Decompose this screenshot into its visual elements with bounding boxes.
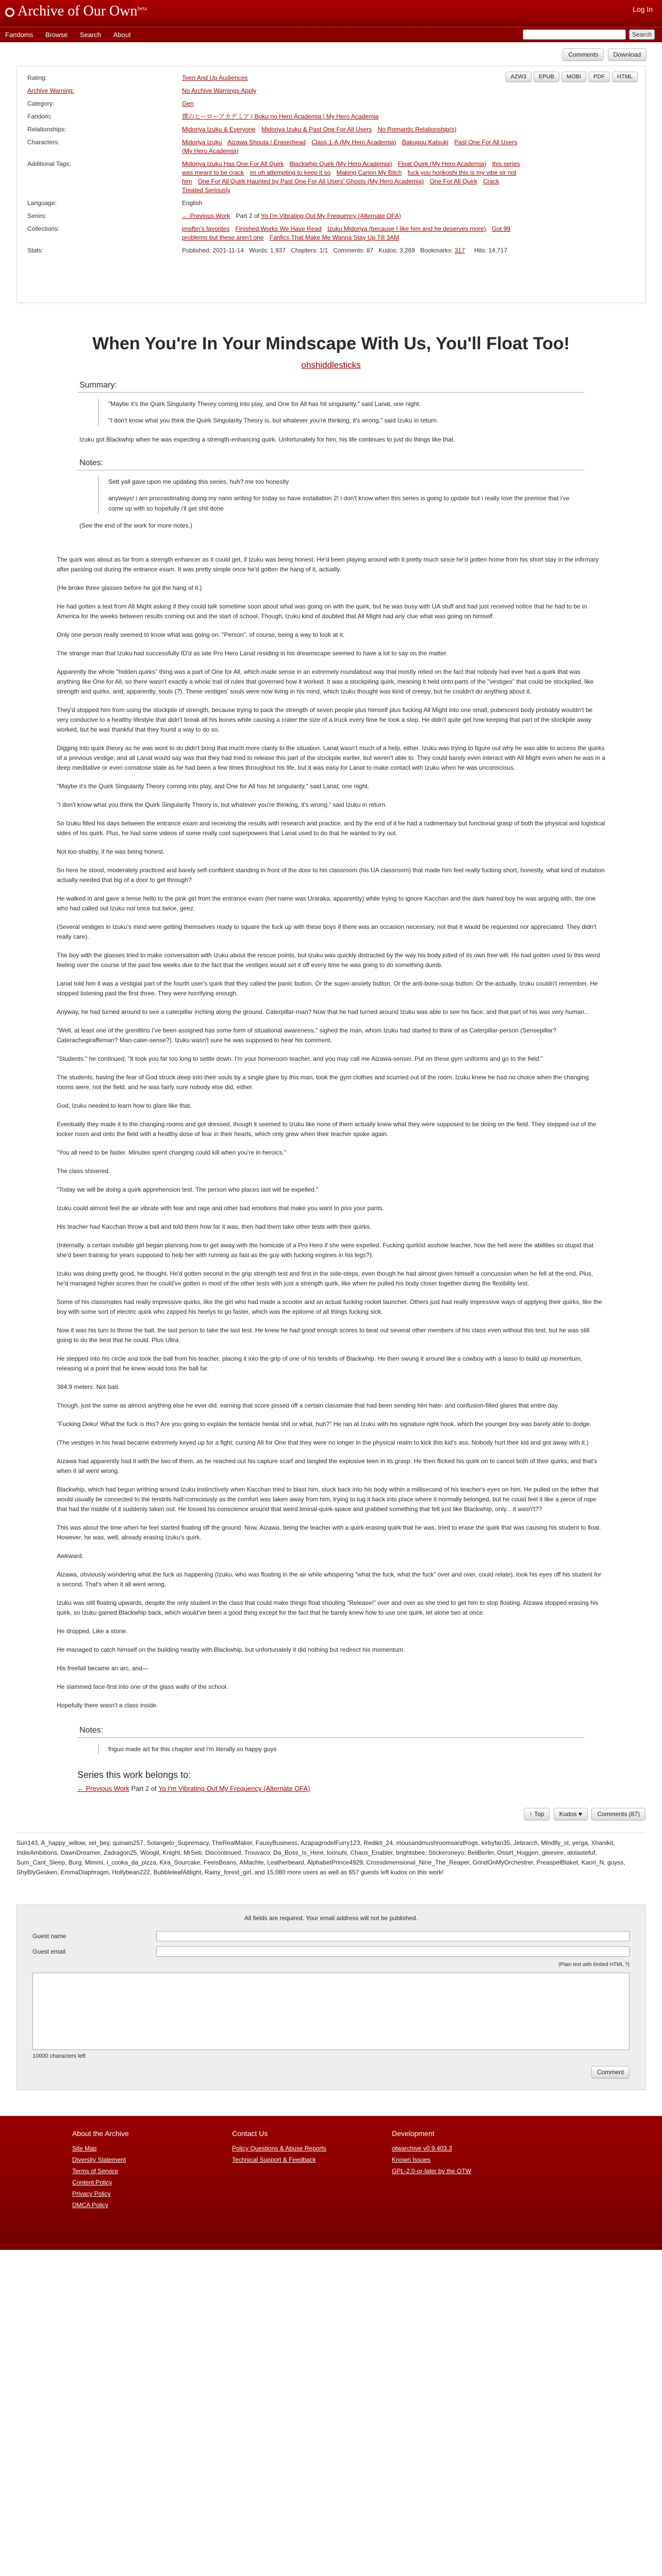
beta-badge: beta (137, 5, 147, 12)
chapter-paragraph: He dropped. Like a stone. (57, 1628, 128, 1635)
chapter-paragraph: Digging into quirk theory as he was wont to do didn't bring that much more clarity to the situation. Lanat wasn't much of a help, either. Izuku was trying to figure out why he was able to access the quirks of a previous vestige, and all Lanat would say was that they had tried to release this part of the stockpile earlier, but weren't able to. They could barely even interact with All Might even when he was in a deep meditative or even comatose state as he had been a few times throughout his life, but it was easy for Lanat to make contact with Izuku when he was unconscious. (57, 744, 606, 771)
work-preface (77, 334, 585, 529)
feedback-actions (0, 1792, 662, 1820)
freeform-tag[interactable]: fuck you horikoshi this is my vibe sir not him (182, 169, 517, 185)
notes-module (77, 459, 585, 529)
series-part-text: Part 2 of (131, 1785, 157, 1792)
chapter-paragraph: He had gotten a text from All Might asking if they could talk sometime soon about what was going on with the quirk, but he was busy with UA stuff and had just received notice that he had to be in America for the weeks between results coming out and the start of school. Though, Izuku kind of doubted that All Might had any clue what was going on himself. (57, 603, 587, 620)
chapter-paragraph: Some of his classmates had really impressive quirks, like the girl who had made a scooter and an actual fucking rocket launcher. Others just had really impressive ways of applying their quirks, like the boy with some sort of electric quirk who zapped his heelys to go faster, which was the epitome of all things fucking sick. (57, 1298, 602, 1315)
chapter-paragraph: The boy with the glasses tried to make conversation with Izuku about the rescue points, but Izuku was quickly distracted by the way his body jolted of its own free will. He had gotten used to this weird feeling over the course of the past few weeks due to the fact that the vestiges would set it off every time he was going to do something dumb. (57, 952, 600, 969)
chapter-paragraph: Lanat told him it was a vestigial part of the fourth user's quirk that they called the panic button. Or the super-anxiety button. Or the anti-bone-soup button. Or the-actually, Izuku couldn't remember. He stopped listening past the first three. They were horrifying enough. (57, 980, 598, 997)
footer-link[interactable]: DMCA Policy (72, 2201, 109, 2209)
kudos-value: 3,269 (399, 247, 415, 254)
collections-row (27, 225, 635, 242)
footer-link[interactable]: otwarchive v0.9.403.3 (392, 2145, 452, 2152)
end-notes-module (77, 1726, 585, 1754)
nav-about[interactable]: About (113, 31, 131, 39)
chapter-paragraph: This was about the time when he feel started floating off the ground. Now, Aizawa, being the teacher with a quirk-erasing quirk that he was, tried to erase the quirk that was causing his student to float. However, he was, well, already erasing Izuku's quirk. (57, 1524, 601, 1541)
rating-tag[interactable]: Teen And Up Audiences (182, 74, 248, 81)
chapter-paragraph: Apparently the whole "hidden quirks" thing was a part of One for All, which made sense in an extremely roundabout way that mostly relied on the fact that nobody had ever had a quirk that was anything like One for All, so there wasn't exactly a whole trail of rules that governed how it worked. It was a stockpiling quirk, meaning it held onto parts of the "vestiges" that could be stockpiled, like strength and quirks, and, apparently, souls (?). These vestiges' souls were now living in his mind, which Izuku thought was kind of creepy, but he couldn't do anything about it. (57, 668, 594, 695)
character-tag[interactable]: Midoriya Izuku (182, 139, 222, 146)
chapter-paragraph: God, Izuku needed to learn how to glare like that. (57, 1102, 192, 1109)
hits-value: 14,717 (488, 247, 507, 254)
chapter-paragraph: (The vestiges in his head became extremely keyed up for a fight, cursing All for One that they were no longer in the physical realm to kick this kid's ass. Nobody hurt their kid and got away with it.) (57, 1439, 589, 1446)
chapter-paragraph: Though, just the same as almost anything else he ever did, earning that score pissed off a certain classmate that had been sending him hate- and confusion-filled glares that entire day. (57, 1402, 559, 1409)
nav-search[interactable]: Search (79, 31, 102, 39)
chapter-paragraph: Not too shabby, if he was being honest. (57, 848, 165, 855)
chapter-paragraph: He walked in and gave a tense hello to the pink girl from the entrance exam (her name was Uraraka, apparently) while trying to ignore Kacchan and the dark haired boy he was arguing with, the one who had called out Izuku not once but twice, geez. (57, 895, 596, 912)
fandom-label: Fandom: (27, 113, 52, 120)
download-mobi[interactable]: MOBI (561, 72, 586, 82)
chapter-paragraph: Now it was his turn to throw the ball, the last person to take the last test. He knew he had good enough scores to beat out several other members of his class even without this test, but he was still going to do the best that he could. Plus Ultra. (57, 1327, 590, 1344)
relationship-tag[interactable]: Midoriya Izuku & Past One For All Users (261, 126, 372, 133)
freeform-tag[interactable]: this series was meant to be crack (182, 160, 520, 176)
chapter-paragraph: (Internally, a certain invisible girl began planning how to get away with the homicide of a Pro Hero if she were expelled. Fucking quirkist asshole teacher, how the hell were the abilities so stupid that she'd been training for years supposed to help her with running as fast as the guy with fucking engines in his legs?). (57, 1242, 594, 1259)
author-link[interactable]: ohshiddlesticks (301, 360, 361, 370)
comments-toggle-button[interactable]: Comments (87) (591, 1808, 646, 1820)
freeform-tag[interactable]: Float Quirk (My Hero Academia) (398, 160, 487, 167)
summary-quote-line: "Maybe it's the Quirk Singularity Theory coming into play, and One for All has hit singularity," said Lanat, one night. (108, 400, 421, 408)
rating-label: Rating: (27, 74, 47, 81)
freeform-tag[interactable]: One For All Quirk (429, 178, 477, 185)
category-row (27, 99, 635, 108)
ao3-logo-icon (5, 8, 14, 17)
footer-link[interactable]: Content Policy (72, 2179, 112, 2186)
notes-heading: Notes: (77, 459, 585, 470)
chapter-paragraph: "Today we will be doing a quirk apprehension test. The person who places last will be expelled." (57, 1186, 319, 1193)
category-label: Category: (27, 100, 55, 107)
words-value: 1,937 (270, 247, 286, 254)
chapters-value: 1/1 (319, 247, 328, 254)
chapter-paragraph: Hopefully there wasn't a class inside. (57, 1702, 158, 1709)
footer-about-heading: About the Archive (72, 2129, 129, 2138)
series-previous-link[interactable]: ← Previous Work (182, 212, 230, 219)
language-row (27, 199, 635, 208)
comments-value: 87 (366, 247, 374, 254)
end-note-text: friguo made art for this chapter and i'm literally so happy guys (108, 1745, 277, 1753)
chapter-paragraph: Awkward. (57, 1552, 84, 1560)
download-formats (503, 72, 638, 82)
relationships-row (27, 125, 635, 134)
download-epub[interactable]: EPUB (534, 72, 559, 82)
comment-form (16, 1905, 646, 2090)
warning-label-link[interactable]: Archive Warning: (27, 87, 74, 94)
footer-development (392, 2129, 526, 2236)
chapter-paragraph: "I don't know what you think the Quirk Singularity Theory is, but whatever you're thinking, it's wrong," said Izuku in return. (57, 801, 387, 808)
freeform-tag[interactable]: One For All Quirk Haunted by Past One For All Users' Ghosts (My Hero Academia) (197, 178, 424, 185)
end-notes-quote (98, 1744, 585, 1754)
chapter-paragraph: (Several vestiges in Izuku's mind were getting themselves ready to square the fuck up with these boys if there was an occasion necessary, not that it would be requested nor appreciated. They didn't really care). (57, 923, 597, 940)
search-input[interactable] (523, 29, 626, 40)
chapter-paragraph: Blackwhip, which had begun writhing around Izuku instinctively when Kacchan tried to blast him, stuck back into his body within a millisecond of his teacher's eyes on him. He pulled on the tether that would usually be connected to the tendrils half-consciously as the comfort was taken away from him, trying to tug it back into place where it normally belonged, but he could feel it like a piece of rope that had the middle of it suddenly taken out. He tossed his conscience around that weird liminal-quirk-space and grabbed something that felt just like Blackwhip, only... it wasn't?? (57, 1486, 599, 1513)
chapter-paragraph: Eventually they made it to the changing rooms and got dressed, though it seemed to Izuku like none of them actually knew what they were supposed to be doing on the field. They stepped out of the locker room and onto the field with a healthy dose of fear in their hearts, which only grew when their teacher spoke again. (57, 1121, 597, 1138)
work-title: When You're In Your Mindscape With Us, You'll Float Too! (92, 334, 570, 353)
byline (77, 360, 585, 370)
chapter-paragraph: So here he stood, moderately practiced and barely self-confident standing in front of the door to his classroom (his UA classroom) that made him feel really fucking short, honestly, what kind of mutation actually needed that big of a door to get through? (57, 867, 605, 884)
published-label: Published: (182, 247, 211, 254)
collection-link[interactable]: jmsfbn's favorites (182, 225, 230, 232)
footer-contact (232, 2129, 366, 2236)
relationship-tag[interactable]: Midoriya Izuku & Everyone (182, 126, 256, 133)
collection-link[interactable]: Finished Works We Have Read (235, 225, 322, 232)
character-tag[interactable]: Bakugou Katsuki (402, 139, 449, 146)
collection-link[interactable]: Izuku Midoriya (because I like him and he deserves more) (327, 225, 486, 232)
note-line: anyways! i am procrastinating doing my nano writing for today so have installation 2! i don't know when this series is going to update but i really love the premise that i've come up with so hopefully i'll get shit done (108, 495, 570, 512)
freeform-tag[interactable]: Blackwhip Quirk (My Hero Academia) (289, 160, 392, 167)
language-label: Language: (27, 199, 57, 207)
relationships-label: Relationships: (27, 126, 67, 133)
footer-link[interactable]: GPL-2.0-or-later by the OTW (392, 2167, 472, 2175)
relationship-tag[interactable]: No Romantic Relationship(s) (377, 126, 457, 133)
footer-dev-heading: Development (392, 2129, 435, 2138)
stats-label: Stats: (27, 247, 43, 254)
series-module (77, 1770, 585, 1792)
chapter-paragraph: He managed to catch himself on the building nearby with Blackwhip, but unfortunately it did nothing but redirect his momentum. (57, 1646, 405, 1653)
download-azw3[interactable]: AZW3 (505, 72, 532, 82)
chapter-paragraph: Aizawa, obviously wondering what the fuck as happening (Izuku, who was floating in the air while whispering "what the fuck, what the fuck" over and over, could relate), took his eyes off his student for a second. That's when it all went wrong. (57, 1571, 602, 1588)
chapter-paragraph: He stepped into his circle and took the ball from his teacher, placing it into the grip of one of his tendrils of Blackwhip. He then swung it around like a cowboy with a lasso to build up momentum, releasing at a point that he knew would toss the ball far. (57, 1355, 583, 1372)
words-label: Words: (249, 247, 269, 254)
category-tag[interactable]: Gen (182, 100, 194, 107)
character-tag[interactable]: Aizawa Shouta | Eraserhead (227, 139, 306, 146)
site-footer (0, 2116, 662, 2250)
endnote-reference[interactable]: (See the end of the work for more notes.) (79, 522, 192, 529)
hits-label: Hits: (474, 247, 487, 254)
freeform-tag[interactable]: im oh attempting to keep it so (250, 169, 331, 176)
work-meta (16, 66, 646, 303)
collection-link[interactable]: Got 99 problems but these aren't one (182, 225, 510, 241)
series-heading: Series this work belongs to: (77, 1770, 191, 1780)
footer-about (72, 2129, 206, 2236)
comment-form-note: All fields are required. Your email address will not be published. (244, 1914, 418, 1922)
fandom-tag[interactable]: 僕のヒーローアカデミア | Boku no Hero Academia | My Hero Academia (182, 113, 379, 120)
site-header (0, 0, 662, 27)
kudos-list (16, 1833, 646, 1894)
tags-row (27, 160, 635, 195)
summary-text: Izuku got Blackwhip when he was expecting a strength-enhancing quirk. Unfortunately for him, his life continues to just do things like that. (79, 436, 455, 443)
freeform-tag[interactable]: Making Canon My Bitch (336, 169, 402, 176)
note-line: Sett yall gave upon me updating this series, huh? me too honestly (108, 478, 289, 485)
comments-label: Comments: (333, 247, 365, 254)
freeform-tag[interactable]: Crack Treated Seriously (182, 178, 500, 194)
chapter-paragraph: "Well, at least one of the grenitlins I've been assigned has some form of situational awareness," sighed the man, whom Izuku had started to think of as Caterpillar-person (Sensepillar? Caterachegiraffeman? Man-cater-sense?). Izuku wasn't sure he was supposed to hear his comment. (57, 1027, 557, 1044)
tags-label: Additional Tags: (27, 160, 71, 167)
chapter-paragraph: "Students," he continued, "It took you far too long to settle down. I'm your homeroom teacher, and you may call me Aizawa-sensei. Put on these gym uniforms and go to the field." (57, 1055, 543, 1062)
characters-row (27, 138, 635, 156)
footer-link[interactable]: Diversity Statement (72, 2156, 126, 2163)
chapter-paragraph: The strange man that Izuku had successfully ID'd as late Pro Hero Lanat residing in his dreamscape seemed to have a lot to say on the matter. (57, 650, 448, 657)
end-notes-heading: Notes: (77, 1726, 585, 1738)
footer-link[interactable]: Known Issues (392, 2156, 431, 2163)
comment-submit-button[interactable]: Comment (591, 2066, 630, 2078)
footer-link[interactable]: Site Map (72, 2145, 97, 2152)
chapter-paragraph: So Izuku filled his days between the entrance exam and receiving the results with research and practice, and by the end of it he had a rudimentary but functional grasp of both the physical and logistical sides of his quirk. Plus, he had some videos of some really cool superpowers that Lanat used to do that he wanted to try out. (57, 820, 605, 837)
warning-row (27, 87, 635, 95)
characters-left: 10000 characters left (32, 2053, 86, 2059)
work-navigation (0, 42, 662, 61)
stats-row (27, 246, 635, 255)
characters-label: Characters: (27, 139, 60, 146)
chapter-paragraph: The class shivered. (57, 1167, 110, 1175)
series-previous-work[interactable]: ← Previous Work (77, 1785, 129, 1792)
chapter-paragraph: His freefall became an arc, and— (57, 1665, 149, 1672)
chapter-paragraph: The students, having the fear of God struck deep into their souls by a single glare by this man, took the gym clothes and scurried out of the room. Izuku knew he had no choice when the changing rooms were, not the field, and he was fairly sure nobody else did, either. (57, 1074, 589, 1091)
chapter-paragraph: Izuku could almost feel the air vibrate with fear and rage and other bad emotions that make you want to piss your pants. (57, 1205, 385, 1212)
chapter-paragraph: Izuku was doing pretty good, he thought. He'd gotten second in the grip strength test and first in the side-steps, even though he had almost given himself a concussion when he fell at the end. Plus, he'd managed higher scores than he could've gotten in most of the other tests with just a strength quirk, like when he pulled his body closer together during the flexibility test. (57, 1270, 593, 1287)
fandom-row (27, 112, 635, 121)
chapter-paragraph: The quirk was about as far from a strength enhancer as it could get, if Izuku was being honest. He'd been playing around with it pretty much since he'd gotten home from his short stay in the infirmary after passing out during the entrance exam. It was pretty simple once he'd gotten the hang of it, actually. (57, 556, 599, 573)
published-value: 2021-11-14 (212, 247, 244, 254)
series-row (27, 212, 635, 221)
chapter-paragraph: Izuku was still floating upwards, despite the only student in the class that could make things float shouting "Release!" over and over as she tried to get him to stop floating. Aizawa stopped erasing his quirk, so Izuku gained Blackwhip back, which would've been a good thing except for the fact that he barely knew how to use one quirk, let alone two at once. (57, 1599, 599, 1616)
chapter-paragraph: 384.9 meters. Not bad. (57, 1383, 120, 1391)
comment-textarea[interactable] (32, 1973, 630, 2050)
nav-fandoms[interactable]: Fandoms (5, 31, 34, 39)
guest-name-input[interactable] (156, 1931, 630, 1941)
series-link[interactable]: Yo I'm Vibrating Out My Frequency (Alternate OFA) (158, 1785, 310, 1792)
download-pdf[interactable]: PDF (588, 72, 610, 82)
chapter-paragraph: "You all need to be faster. Minutes spent changing could kill when you're in heroics." (57, 1149, 287, 1156)
footer-link[interactable]: Terms of Service (72, 2167, 119, 2175)
chapter-paragraph: "Fucking Deku! What the fuck is this? Are you going to explain the tentacle hentai shit or what, huh?" He ran at Izuku with his signature right hook, which the younger boy was barely able to dodge. (57, 1420, 592, 1428)
chapter-paragraph: Only one person really seemed to know what was going on. "Person", of course, being a way to look at it. (57, 631, 345, 638)
chapter-paragraph: His teacher had Kacchan throw a ball and told them how far it was, then had them take other tests with their quirks. (57, 1223, 372, 1230)
series-navigation (77, 1785, 585, 1792)
site-logo[interactable] (5, 3, 147, 20)
chapters-label: Chapters: (291, 247, 318, 254)
html-hint: (Plain text with limited HTML ?) (558, 1962, 630, 1968)
series-part: Part 2 of (236, 212, 259, 219)
guest-email-label: Guest email (32, 1948, 66, 1955)
summary-quote-line: "I don't know what you think the Quirk Singularity Theory is, but whatever you're thinking, it's wrong," said Izuku in return. (108, 417, 439, 424)
comments-button[interactable]: Comments (562, 48, 604, 61)
footer-link[interactable]: Policy Questions & Abuse Reports (232, 2145, 326, 2152)
character-tag[interactable]: Class 1-A (My Hero Academia) (311, 139, 396, 146)
chapter-text (57, 555, 605, 1710)
guest-email-input[interactable] (156, 1946, 630, 1957)
footer-link[interactable]: Technical Support & Feedback (232, 2156, 316, 2163)
login-link[interactable]: Log In (633, 5, 653, 13)
collection-link[interactable]: Fanfics That Make Me Wanna Stay Up Till 3AM (269, 234, 400, 241)
warning-tag[interactable]: No Archive Warnings Apply (182, 87, 257, 94)
guest-name-row (32, 1931, 630, 1941)
summary-heading: Summary: (77, 381, 585, 393)
summary-module (77, 381, 585, 443)
bookmarks-link[interactable]: 317 (454, 247, 465, 254)
chapter-paragraph: Anyway, he had turned around to see a caterpillar inching along the ground. Caterpillar-man? Now that he had turned around Izuku was able to see his face, and that part of his was very human... (57, 1008, 590, 1015)
guest-email-row (32, 1946, 630, 1957)
chapter-paragraph: Aizawa had apparently had it with the two of them, as he reached out his capture scarf and tangled the explosive teen in its grasp. He then flicked his quirk on to cancel both of their quirks, and that's when it all went wrong. (57, 1458, 598, 1475)
chapter-paragraph: (He broke three glasses before he got the hang of it.) (57, 584, 202, 591)
series-label: Series: (27, 212, 47, 219)
kudos-names: Sun143, A_happy_willow, xel_bey, quinam257, Solangelo_Supremacy, TheRealMaker, FauxyBusiness, AzapagrodelFurry123, Redikit_24, mousandmushroomsandfrogs, kirbyfan35, Jebrarch, Mindfly_st, yerga, Xhanikit, IndieAmbitions, DawnDreamer, Zadragon25, Woogil, Knight, MrSeb, Discontinued, Trouvaco, Da_Boss_Is_Here, lonnuhi, Chaos_Enabler, brightsbee, Stickeroneyo, BeliBerlin, Ossirt_Huggen, gleevee, alolastefuf, Sum_Cant_Sleep, Burg, Mimmi, i_cooka_da_pizza, Kira_Sourcake, FeelsBeans, AMachte, Leatherbeard, AlphabetPrince4929, Crossdimensional_Nine_The_Reaper, GrindOnMyOrchestrer, PreaspelBlaket, Kaori_N, guyss, ShyBlyGesken, EmmaDiaphragm, Hollybean222, BubbleleafAltlight, Rainy_forest_girl, and 15,080 more users as well as 657 guests left kudos on this work! (16, 1839, 625, 1876)
warning-label (27, 87, 182, 95)
stats (182, 246, 635, 255)
summary-quote (98, 399, 585, 426)
nav-browse[interactable]: Browse (45, 31, 68, 39)
kudos-label: Kudos: (378, 247, 398, 254)
download-button[interactable]: Download (608, 48, 647, 61)
chapter-paragraph: "Maybe it's the Quirk Singularity Theory coming into play, and One for All has hit singularity," said Lanat, one night. (57, 783, 369, 790)
footer-contact-heading: Contact Us (232, 2129, 268, 2138)
chapter-paragraph: He slammed face-first into one of the glass walls of the school. (57, 1683, 228, 1690)
primary-nav (0, 27, 662, 42)
kudos-button[interactable]: Kudos ♥ (554, 1808, 588, 1820)
search-button[interactable]: Search (629, 29, 655, 40)
freeform-tag[interactable]: Midoriya Izuku Has One For All Quirk (182, 160, 284, 167)
top-button[interactable]: ↑ Top (524, 1808, 550, 1820)
series-name-link[interactable]: Yo I'm Vibrating Out My Frequency (Alternate OFA) (260, 212, 401, 219)
chapter-paragraph: They'd stopped him from using the stockpile of strength, because trying to pack the strength of seven people plus himself plus fucking All Might into one small, pubescent body probably wouldn't be very conducive to a healthy lifestyle that didn't break all his bones while causing a crater the size of a truck every time he took a step. He didn't quite get how keeping that part of the stockpile away worked, but he was thankful that they found a way to do so. (57, 706, 593, 733)
notes-quote (98, 477, 585, 514)
footer-link[interactable]: Privacy Policy (72, 2190, 111, 2197)
download-html[interactable]: HTML (612, 72, 638, 82)
guest-name-label: Guest name (32, 1933, 67, 1940)
language-value: English (182, 199, 203, 207)
bookmarks-label: Bookmarks: (420, 247, 453, 254)
logo-text: Archive of Our Own (18, 3, 138, 19)
collections-label: Collections: (27, 225, 60, 232)
character-tag[interactable]: Past One For All Users (My Hero Academia) (182, 139, 518, 155)
